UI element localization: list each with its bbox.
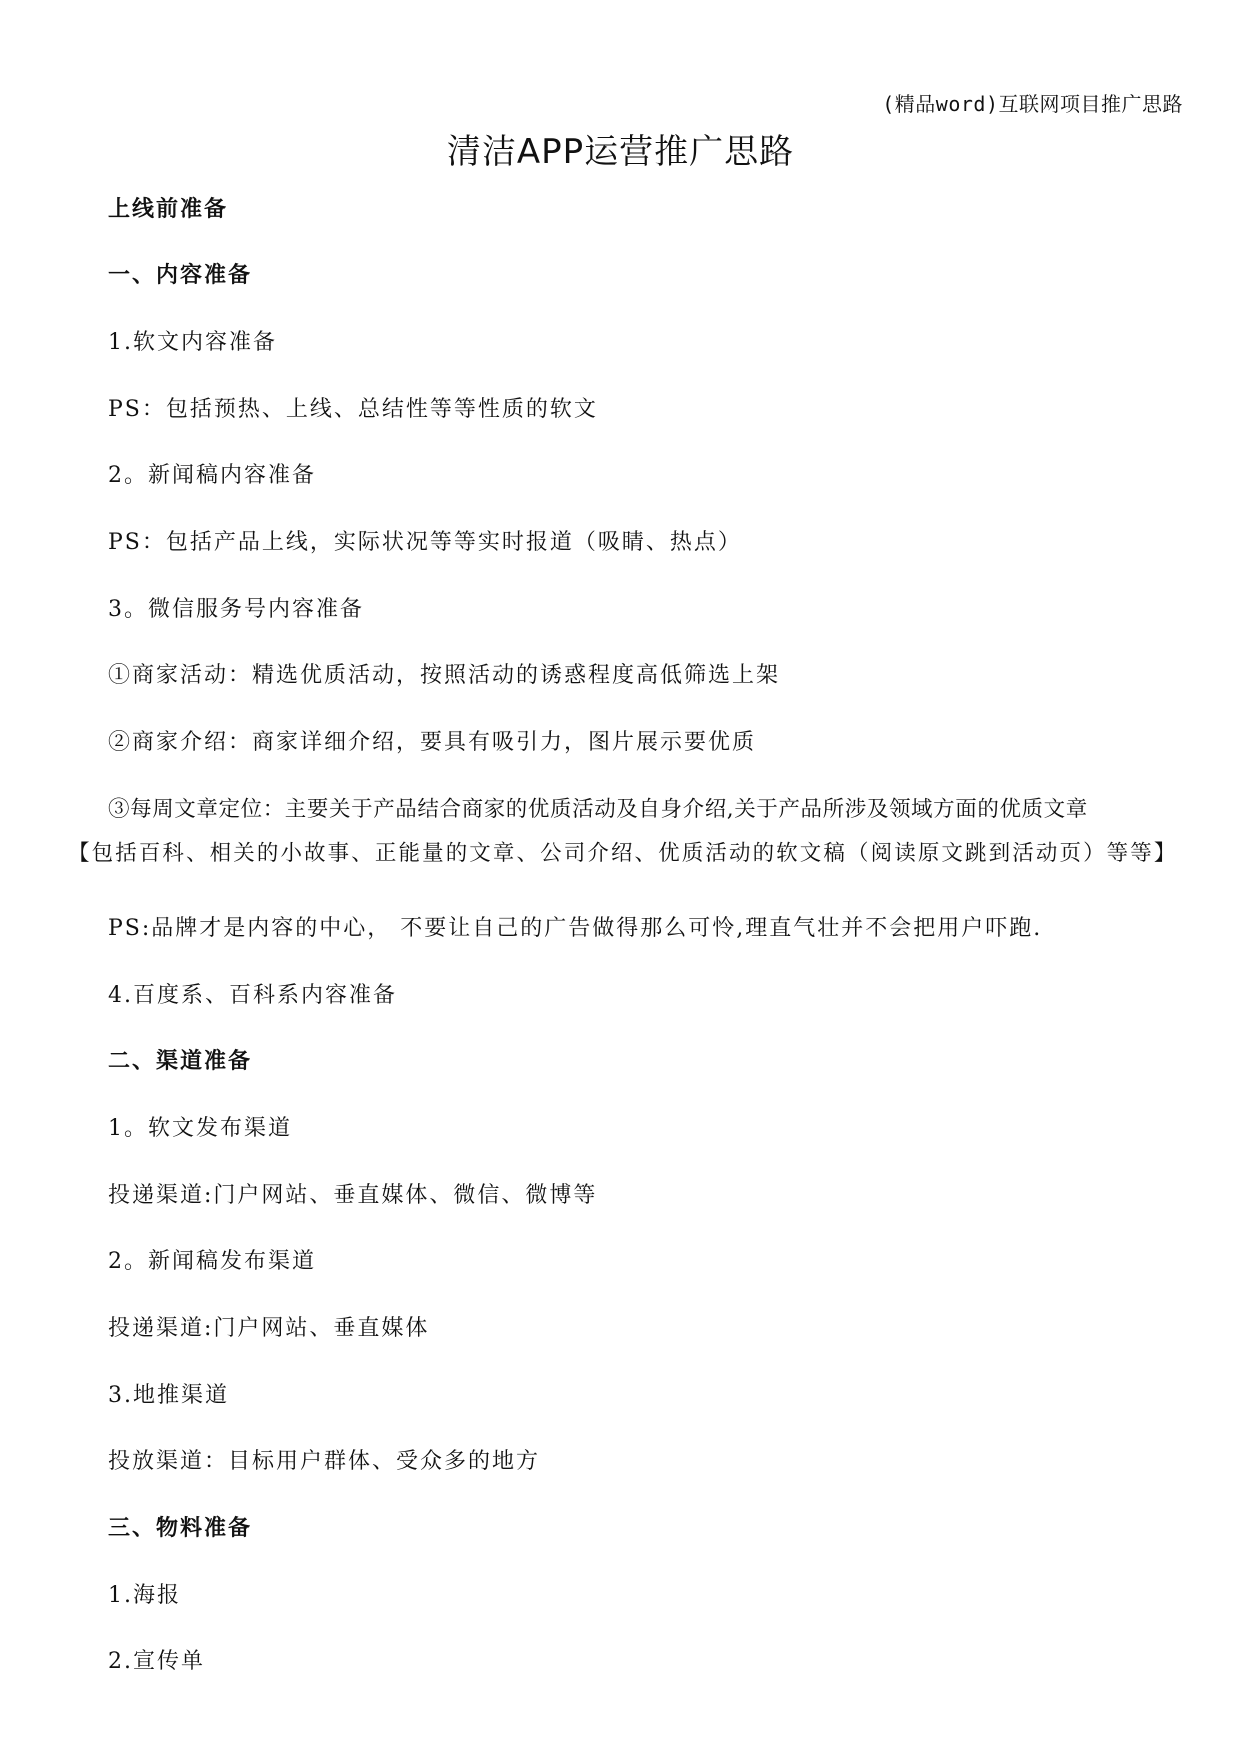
paragraph: 2。新闻稿内容准备 bbox=[108, 463, 316, 488]
section-heading-channels: 二、渠道准备 bbox=[108, 1049, 253, 1074]
paragraph: 投递渠道:门户网站、垂直媒体、微信、微博等 bbox=[108, 1183, 598, 1208]
paragraph: 3。微信服务号内容准备 bbox=[108, 597, 364, 622]
paragraph: ①商家活动：精选优质活动，按照活动的诱惑程度高低筛选上架 bbox=[108, 663, 781, 688]
paragraph: PS:品牌才是内容的中心， 不要让自己的广告做得那么可怜,理直气壮并不会把用户吓跑. bbox=[108, 916, 1043, 941]
paragraph: 1.海报 bbox=[108, 1583, 181, 1608]
paragraph: 1。软文发布渠道 bbox=[108, 1116, 292, 1141]
paragraph: 2.宣传单 bbox=[108, 1649, 205, 1674]
paragraph: 4.百度系、百科系内容准备 bbox=[108, 983, 397, 1008]
paragraph: 投放渠道：目标用户群体、受众多的地方 bbox=[108, 1449, 541, 1474]
paragraph: ②商家介绍：商家详细介绍，要具有吸引力，图片展示要优质 bbox=[108, 730, 757, 755]
paragraph: 2。新闻稿发布渠道 bbox=[108, 1249, 316, 1274]
header-note: (精品word)互联网项目推广思路 bbox=[882, 92, 1183, 116]
section-heading-content: 一、内容准备 bbox=[108, 263, 253, 288]
paragraph: 投递渠道:门户网站、垂直媒体 bbox=[108, 1316, 430, 1341]
paragraph: 3.地推渠道 bbox=[108, 1383, 229, 1408]
document-title: 清洁APP运营推广思路 bbox=[446, 132, 795, 172]
paragraph: PS：包括产品上线，实际状况等等实时报道（吸睛、热点） bbox=[108, 530, 742, 555]
section-heading-prelaunch: 上线前准备 bbox=[108, 197, 229, 222]
paragraph: 1.软文内容准备 bbox=[108, 330, 277, 355]
paragraph: ③每周文章定位：主要关于产品结合商家的优质活动及自身介绍,关于产品所涉及领域方面的优质文章 bbox=[108, 797, 1088, 822]
paragraph: 【包括百科、相关的小故事、正能量的文章、公司介绍、优质活动的软文稿（阅读原文跳到活动页）等等】 bbox=[68, 841, 1176, 866]
paragraph: PS：包括预热、上线、总结性等等性质的软文 bbox=[108, 397, 598, 422]
section-heading-materials: 三、物料准备 bbox=[108, 1516, 253, 1541]
